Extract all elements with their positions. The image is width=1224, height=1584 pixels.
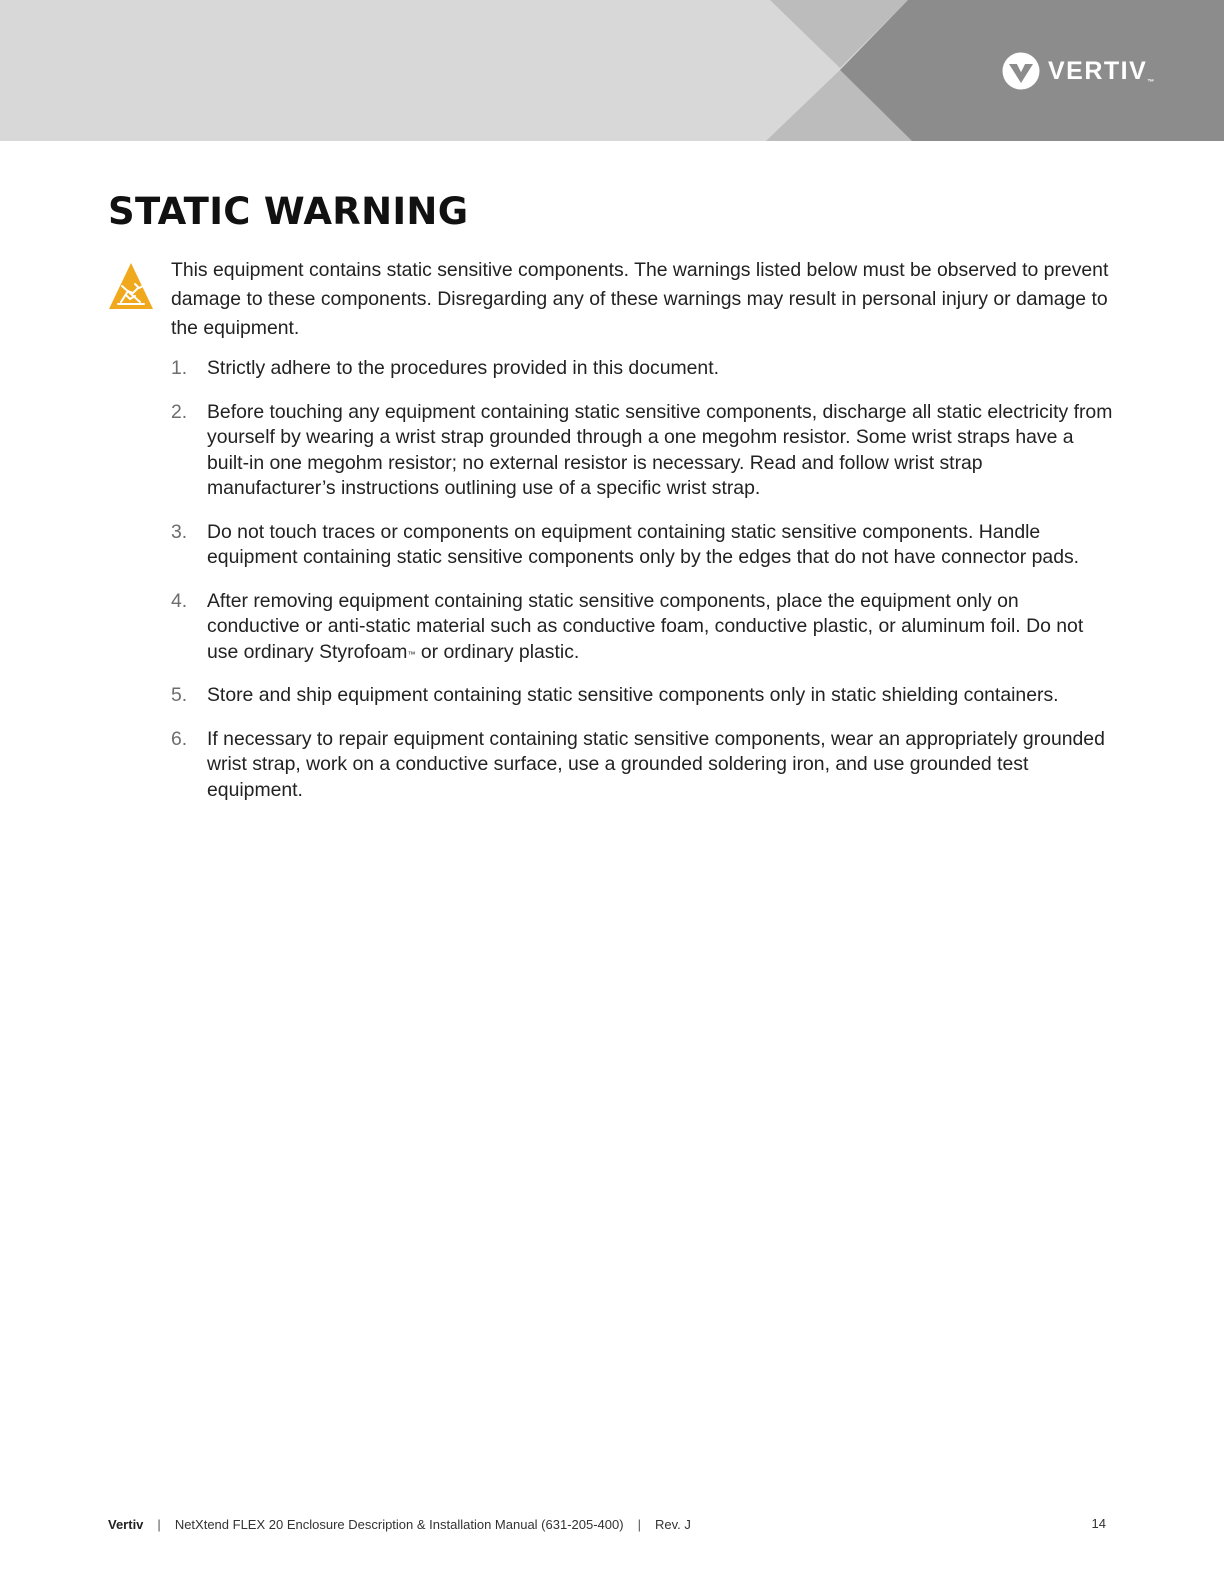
page-title: STATIC WARNING — [108, 190, 469, 233]
footer-separator: | — [637, 1516, 641, 1532]
list-item — [171, 683, 1116, 709]
item-text: Strictly adhere to the procedures provided in this document. — [207, 357, 719, 379]
list-item — [171, 520, 1116, 571]
item-number: 1. — [171, 357, 188, 379]
intro-paragraph: This equipment contains static sensitive components. The warnings listed below must be observed to prevent damage to these components. Disregarding any of these warnings may result in personal injury or damage to the equipment. — [171, 259, 1109, 339]
item-number: 6. — [171, 727, 188, 750]
item-text: Store and ship equipment containing static sensitive components only in static shielding containers. — [207, 684, 1059, 706]
footer-brand: Vertiv — [108, 1516, 144, 1532]
list-item — [171, 589, 1116, 666]
item-number: 3. — [171, 520, 188, 543]
item-text: Before touching any equipment containing static sensitive components, discharge all static electricity from yourself by wearing a wrist strap grounded through a one megohm resistor. Some wrist straps have a built-in one megohm resistor; no external resistor is necessary. Read and follow wrist strap manufacturer’s instructions outlining use of a specific wrist strap. — [207, 400, 1113, 499]
esd-warning-icon — [108, 262, 154, 310]
page-number: 14 — [1091, 1516, 1106, 1531]
page-footer — [108, 1514, 1108, 1534]
item-text: After removing equipment containing static sensitive components, place the equipment only on conductive or anti-static material such as conductive foam, conductive plastic, or aluminum foil. Do not use ordinary Styrofoam™ or ordinary plastic. — [207, 589, 1084, 663]
vertiv-logo — [1002, 52, 1154, 90]
item-number: 4. — [171, 589, 188, 612]
warning-list — [171, 356, 1116, 821]
footer-revision: Rev. J — [654, 1516, 691, 1532]
item-text: Do not touch traces or components on equipment containing static sensitive components. Handle equipment containing static sensitive components only by the edges that do not have connector pads. — [207, 520, 1080, 568]
item-number: 2. — [171, 400, 188, 423]
list-item — [171, 727, 1116, 804]
list-item — [171, 400, 1116, 502]
footer-separator: | — [157, 1516, 161, 1532]
list-item — [171, 356, 1116, 382]
logo-wordmark: VERTIV™ — [1048, 56, 1155, 86]
trademark-symbol: ™ — [407, 649, 416, 659]
footer-document-title: NetXtend FLEX 20 Enclosure Description & Installation Manual (631-205-400) — [174, 1516, 624, 1532]
item-text: If necessary to repair equipment containing static sensitive components, wear an appropriately grounded wrist strap, work on a conductive surface, use a grounded soldering iron, and use grounded test equipment. — [207, 727, 1105, 801]
vertiv-logo-icon — [1002, 52, 1040, 90]
item-number: 5. — [171, 684, 188, 706]
header-band — [0, 0, 1224, 141]
